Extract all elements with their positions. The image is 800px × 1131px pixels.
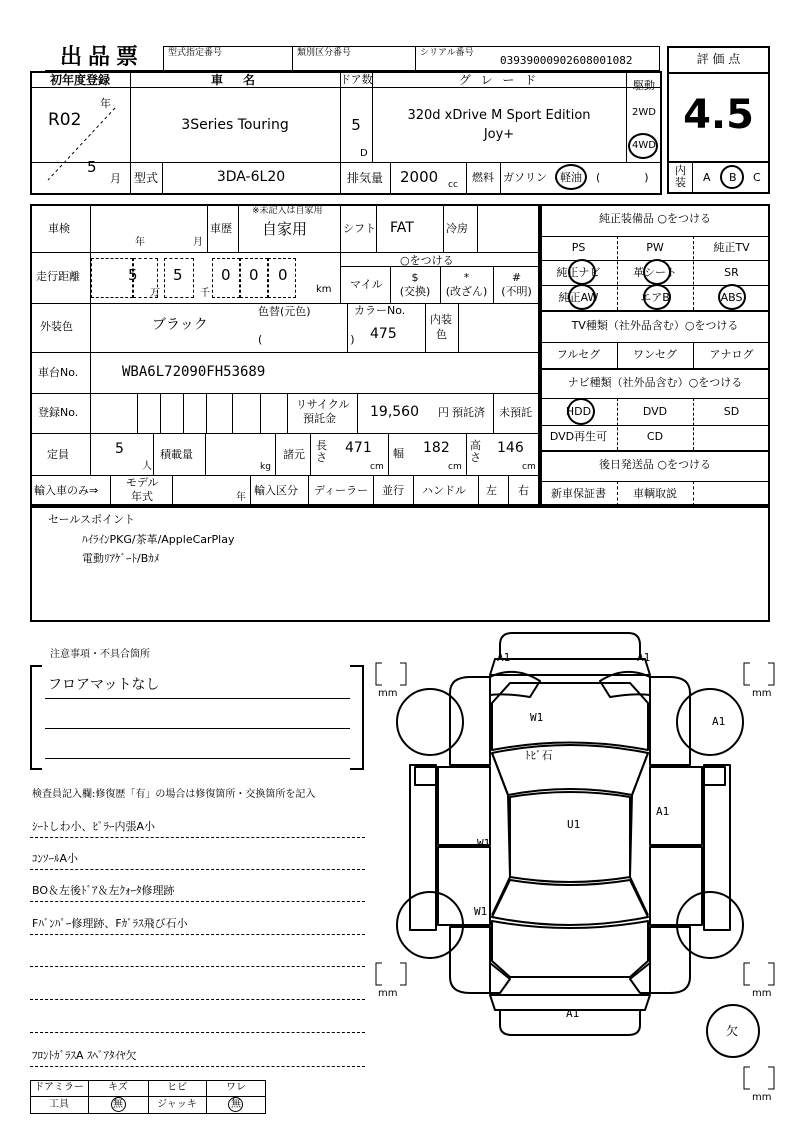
drive-2wd: 2WD	[632, 107, 656, 118]
height-value: 146	[497, 440, 524, 456]
equip-aw: 純正AW	[558, 291, 599, 304]
mileage-digit-5: 0	[278, 266, 288, 284]
document-title: 出品票	[60, 45, 145, 70]
mileage-digit-1: 5	[128, 266, 138, 284]
length-value: 471	[345, 440, 372, 456]
recycle-label2: 預託金	[303, 412, 336, 425]
vin-label: 車台No.	[38, 366, 79, 379]
shift-label: シフト	[343, 222, 376, 235]
grade-line2: Joy+	[483, 127, 515, 142]
displacement-label: 排気量	[346, 171, 383, 185]
mm-front-left: mm	[378, 688, 398, 699]
equip-ps: PS	[571, 241, 586, 254]
equip-pw: PW	[646, 241, 664, 254]
navi-hdd-circle	[567, 398, 595, 425]
recycle-paid: 預託済	[452, 406, 485, 419]
interior-a: A	[703, 171, 711, 184]
navi-title: ナビ種類（社外品含む）○をつける	[567, 376, 743, 389]
inspector-line2: ｺﾝｿｰﾙA小	[32, 852, 79, 865]
navi-sd: SD	[723, 405, 740, 418]
mileage-digit-3: 0	[221, 266, 231, 284]
table-mirror: ドアミラー	[34, 1082, 84, 1093]
vin-value: WBA6L72090FH53689	[122, 364, 266, 380]
model-year-label1: モデル	[126, 476, 159, 489]
width-value: 182	[423, 440, 450, 456]
recycle-value: 19,560	[370, 404, 419, 420]
handle-left: 左	[486, 484, 497, 497]
mileage-digit-4: 0	[249, 266, 259, 284]
color-name-paren: ( )	[258, 333, 355, 346]
fuel-diesel-circle	[555, 164, 587, 190]
table-tools: 工具	[49, 1099, 69, 1110]
mm-rear-right: mm	[752, 988, 772, 999]
width-label: 幅	[393, 447, 404, 460]
tv-analog: アナログ	[709, 348, 754, 361]
model-value: 3DA-6L20	[216, 169, 286, 185]
equip-tv: 純正TV	[713, 241, 750, 254]
damage-rear-bumper: A1	[566, 1007, 580, 1020]
navi-dvd-play: DVD再生可	[549, 430, 608, 443]
score-value: 4.5	[683, 92, 754, 138]
hash-text: (不明)	[501, 285, 532, 298]
equip-airbag-circle	[643, 284, 671, 310]
inspector-line4: Fﾊﾞﾝﾊﾟｰ修理跡、Fｶﾞﾗｽ飛び石小	[32, 917, 188, 930]
sales-line1: ﾊｲﾗｲﾝPKG/茶革/AppleCarPlay	[82, 533, 235, 546]
car-diagram	[370, 625, 790, 1125]
doors-value: 5	[351, 116, 361, 134]
height-label: 高さ	[470, 439, 481, 464]
color-no-label: カラーNo.	[354, 304, 406, 317]
shift-value: FAT	[390, 220, 414, 236]
equip-sr: SR	[724, 266, 739, 279]
table-hibi: ヒビ	[167, 1082, 187, 1093]
drive-4wd-circle	[628, 133, 658, 159]
import-dealer: ディーラー	[314, 484, 369, 497]
handle-label: ハンドル	[422, 484, 466, 497]
inspection-year-unit: 年	[135, 237, 145, 248]
year-unit: 年	[100, 97, 111, 110]
equip-navi-circle	[568, 259, 596, 285]
handle-right: 右	[518, 484, 529, 497]
dollar-text: (交換)	[399, 285, 431, 298]
interior-c: C	[753, 171, 761, 184]
model-year-unit: 年	[236, 492, 246, 503]
damage-left-rear-door: W1	[474, 905, 488, 918]
mm-front-right: mm	[752, 688, 772, 699]
type-cert-label: 型式指定番号	[168, 48, 223, 58]
dims-label: 諸元	[283, 448, 305, 461]
inspector-label: 検査員記入欄:修復歴「有」の場合は修復箇所・交換箇所を記入	[32, 789, 316, 800]
damage-roof: U1	[567, 818, 581, 831]
damage-front-bumper-right: A1	[637, 651, 651, 664]
mileage-man: 万	[150, 288, 160, 299]
model-label: 型式	[133, 171, 158, 185]
equip-leather-circle	[643, 259, 671, 285]
category-label: 類別区分番号	[297, 48, 352, 58]
color-no-value: 475	[370, 326, 397, 342]
hash-sym: #	[511, 271, 522, 284]
mark-label: ○をつける	[400, 254, 454, 267]
capacity-label: 定員	[47, 448, 69, 461]
mileage-label: 走行距離	[36, 270, 80, 283]
damage-left-front-door: W1	[477, 837, 491, 850]
length-label: 長さ	[316, 439, 327, 464]
table-kizu: キズ	[108, 1082, 128, 1093]
car-name-label: 車 名	[210, 73, 259, 87]
ac-label: 冷房	[446, 222, 468, 235]
doors-suffix: D	[360, 148, 368, 159]
height-unit: cm	[522, 462, 536, 472]
serial-number: 03939000902608001082	[500, 54, 633, 67]
recycle-unpaid: 未預託	[499, 406, 532, 419]
equip-airbag: エアB	[640, 291, 670, 304]
inspection-month-unit: 月	[193, 237, 203, 248]
sales-line2: 電動ﾘｱｹﾞｰﾄ/Bｶﾒ	[82, 552, 160, 565]
serial-label: シリアル番号	[420, 48, 474, 58]
spare-tire-missing: 欠	[726, 1024, 739, 1038]
tv-title: TV種類（社外品含む）○をつける	[571, 319, 739, 332]
later-warranty: 新車保証書	[551, 487, 606, 500]
mileage-digit-2: 5	[173, 266, 183, 284]
damage-right-door: A1	[656, 805, 670, 818]
table-ware: ワレ	[226, 1082, 246, 1093]
equip-navi: 純正ナビ	[556, 266, 601, 279]
import-type-label: 輸入区分	[254, 484, 298, 497]
fuel-other: ( )	[596, 171, 649, 184]
history-note: ※未記入は自家用	[252, 206, 323, 216]
load-unit: kg	[260, 462, 271, 472]
recycle-unit: 円	[438, 406, 449, 419]
table-jack-none: 無	[231, 1099, 241, 1110]
capacity-unit: 人	[142, 461, 152, 472]
mm-spare: mm	[752, 1092, 772, 1103]
table-jack: ジャッキ	[157, 1099, 197, 1110]
equip-abs-circle	[718, 284, 746, 310]
equip-aw-circle	[568, 284, 596, 310]
first-reg-month: 5	[87, 158, 97, 176]
damage-front-right-wheel: A1	[712, 715, 726, 728]
import-label: 輸入車のみ⇒	[34, 484, 99, 497]
interior-color-label2: 色	[436, 328, 447, 341]
length-unit: cm	[370, 462, 384, 472]
exterior-value: ブラック	[152, 317, 208, 333]
dollar-sym: $	[411, 271, 419, 284]
grade-line1: 320d xDrive M Sport Edition	[407, 108, 591, 123]
equip-abs: ABS	[720, 291, 743, 304]
tools-none-circle	[111, 1097, 126, 1112]
import-parallel: 並行	[382, 484, 404, 497]
grade-label: グ レ ー ド	[458, 73, 540, 87]
reg-no-label: 登録No.	[38, 406, 79, 419]
damage-front-bumper-left: A1	[497, 651, 511, 664]
color-name-label: 色替(元色)	[258, 305, 311, 318]
interior-label: 内装	[675, 164, 686, 189]
later-manual: 車輌取説	[633, 487, 677, 500]
width-unit: cm	[448, 462, 462, 472]
fuel-diesel: 軽油	[560, 171, 582, 184]
star-text: (改ざん)	[445, 285, 488, 298]
doors-label: ドア数	[340, 73, 373, 86]
sales-label: セールスポイント	[48, 513, 136, 526]
recycle-label1: リサイクル	[296, 398, 350, 411]
damage-windshield: ﾄﾋﾞ石	[525, 749, 553, 762]
score-label: 評 価 点	[696, 52, 741, 66]
jack-none-circle	[228, 1097, 243, 1112]
history-label: 車歴	[210, 222, 232, 235]
mm-rear-left: mm	[378, 988, 398, 999]
fuel-gasoline: ガソリン	[503, 171, 547, 184]
inspector-line3: BO＆左後ﾄﾞｱ＆左ｸｫｰﾀ修理跡	[32, 884, 175, 897]
inspection-label: 車検	[48, 222, 70, 235]
later-title: 後日発送品 ○をつける	[598, 458, 712, 471]
mileage-sen: 千	[200, 288, 210, 299]
damage-hood: W1	[530, 711, 544, 724]
displacement-value: 2000	[400, 168, 439, 186]
equip-leather: 革シート	[633, 266, 677, 279]
load-label: 積載量	[160, 448, 193, 461]
fuel-label: 燃料	[472, 171, 494, 184]
notes-line1: フロアマットなし	[48, 677, 160, 693]
mile-label: マイル	[350, 278, 383, 291]
first-reg-label: 初年度登録	[49, 73, 110, 87]
inspector-line8: ﾌﾛﾝﾄｶﾞﾗｽA ｽﾍﾟｱﾀｲﾔ欠	[32, 1049, 137, 1062]
displacement-unit: cc	[448, 180, 458, 190]
model-year-label2: 年式	[131, 490, 153, 503]
month-unit: 月	[110, 172, 121, 185]
navi-hdd: HDD	[565, 405, 592, 418]
drive-4wd: 4WD	[632, 140, 656, 151]
drive-label: 駆動	[633, 79, 655, 92]
car-name: 3Series Touring	[181, 117, 289, 133]
first-reg-era: R02	[48, 110, 82, 130]
notes-label: 注意事項・不具合箇所	[50, 649, 150, 660]
mileage-km: km	[316, 284, 332, 295]
star-sym: *	[463, 271, 470, 284]
interior-b-circle	[720, 165, 744, 189]
navi-cd: CD	[646, 430, 664, 443]
tv-fullseg: フルセグ	[556, 348, 601, 361]
table-tools-none: 無	[113, 1099, 123, 1110]
equipment-title: 純正装備品 ○をつける	[598, 212, 712, 225]
exterior-label: 外装色	[40, 320, 73, 333]
interior-color-label1: 内装	[430, 313, 452, 326]
tv-oneseg: ワンセグ	[633, 348, 677, 361]
capacity-value: 5	[115, 441, 124, 457]
history-value: 自家用	[262, 220, 308, 238]
slash-divider	[40, 97, 125, 185]
inspector-line1: ｼｰﾄしわ小、ﾋﾟﾗｰ内張A小	[32, 820, 156, 833]
interior-b: B	[729, 171, 737, 184]
navi-dvd: DVD	[642, 405, 668, 418]
